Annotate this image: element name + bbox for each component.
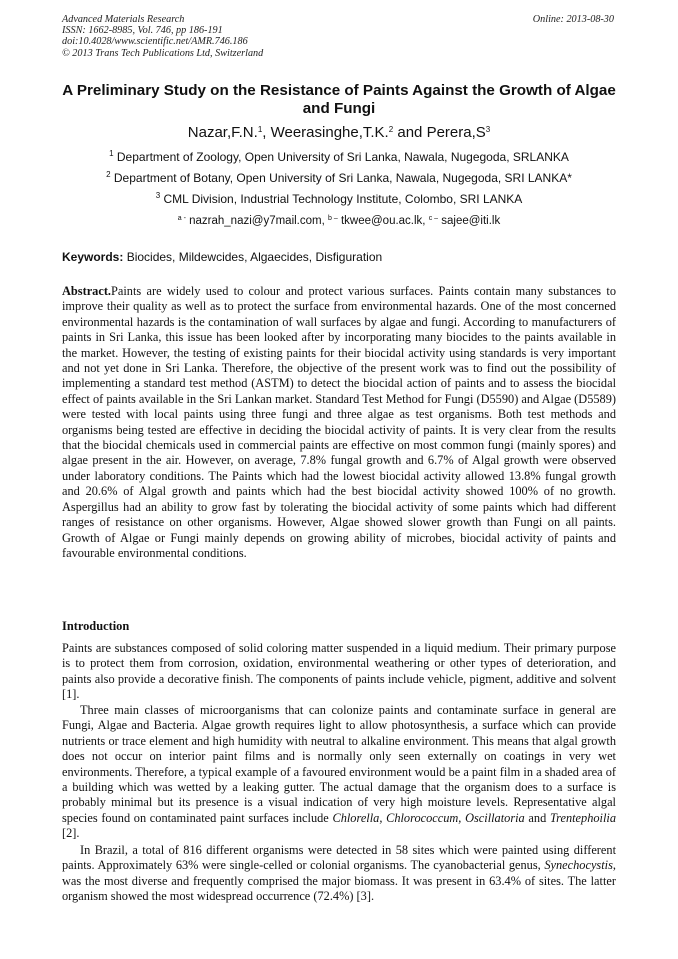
email-mark: c – [428, 215, 439, 222]
keywords-text: Biocides, Mildewcides, Algaecides, Disfiguration [126, 250, 383, 264]
author-name: Weerasinghe,T.K. [270, 124, 389, 141]
online-date: Online: 2013-08-30 [532, 14, 614, 25]
email-line [62, 214, 616, 228]
affiliation-mark: 1 [109, 149, 114, 158]
paper-title: A Preliminary Study on the Resistance of Paints Against the Growth of Algae and Fungi [62, 82, 616, 117]
affiliation-line [62, 150, 616, 164]
keywords-label: Keywords: [62, 250, 124, 264]
affiliation-mark: 3 [155, 191, 161, 200]
intro-paragraph-1: Paints are substances composed of solid coloring matter suspended in a liquid medium. Their primary purpose is to protect them from corrosion, oxidation, environmental weathering or other types of deterioration, and paints also provide a decorative finish. The components of paints include vehicle, pigment, additive and solvent [1]. [62, 641, 616, 702]
copyright-line: © 2013 Trans Tech Publications Ltd, Switzerland [62, 47, 264, 59]
abstract-label: Abstract. [62, 284, 112, 298]
introduction-heading: Introduction [62, 619, 130, 633]
email-address: sajee@iti.lk [441, 215, 501, 227]
genus-name: Synechocystis [544, 858, 613, 873]
email-address: nazrah_nazi@y7mail.com, [189, 215, 325, 227]
intro-paragraph-2 [62, 703, 616, 842]
author-affiliation-mark: 1 [257, 125, 263, 134]
affiliation-mark: 2 [106, 170, 111, 179]
author-list: Nazar,F.N.$^1$, Weerasinghe,T.K.$^2$ and $Perera,S^3$ [187, 124, 491, 141]
keywords-line [62, 250, 616, 264]
author-conjunction: and [397, 124, 423, 141]
email-address: tkwee@ou.ac.lk, [340, 215, 426, 227]
author-affiliation-mark: 2 [388, 125, 394, 134]
citation: [2]. [62, 826, 80, 841]
doi-line: doi:10.4028/www.scientific.net/AMR.746.186 [62, 36, 248, 48]
algal-species-list: Chlorella, Chlorococcum, Oscillatoria [332, 810, 525, 825]
algal-species: Trentephoilia [549, 810, 617, 825]
email-mark: a - [177, 215, 186, 222]
journal-header [62, 14, 263, 59]
author-affiliation-mark: 3 [485, 125, 491, 134]
affiliation-text: Department of Zoology, Open University of Sri Lanka, Nawala, Nugegoda, SRLANKA [116, 150, 569, 164]
intro-paragraph-3 [62, 843, 616, 905]
author-name: Nazar,F.N. [187, 124, 258, 141]
journal-name: Advanced Materials Research [62, 14, 185, 25]
intro-paragraph-3-end: , was the most diverse and frequently comprised the major biomass. It was present in 63.4% of sites. The latter organism showed the most widespread occurrence (72.4%) [3]. [62, 858, 616, 904]
affiliation-text: Department of Botany, Open University of Sri Lanka, Nawala, Nugegoda, SRI LANKA* [113, 171, 572, 185]
intro-paragraph-2-text: Three main classes of microorganisms that can colonize paints and contaminate surface in general are Fungi, Algae and Bacteria. Algae growth requires light to allow photosynthesis, a surface which can provide nutrients or trace element and high humidity with neutral to alkaline environment. This means that algal growth does not occur on interior paint films and is normally only seen externally on coatings in very wet environments. Therefore, a typical example of a favoured environment would be a paint film in a shaded area of a building which was wetted by a leaking gutter. The actual damage that the organism does to a surface is probably minimal but its presence is a visual indication of very high moisture levels. Representative algal species found on contaminated paint surfaces include [62, 703, 616, 825]
abstract-paragraph [62, 284, 616, 561]
email-mark: b – [328, 215, 338, 222]
author-name: Perera,S [426, 124, 486, 141]
abstract-text: Paints are widely used to colour and protect various surfaces. Paints contain many substances to improve their quality as well as to protect the surface from environmental hazards. One of the most concerned environmental hazards is the contamination of wall surfaces by algae and fungi. According to manufacturers of paints in Sri Lanka, this issue has been looked after by incorporating many biocides to the paints available in the market. However, the testing of existing paints for their biocidal activity using standards is very important and not yet done in Sri Lanka. Therefore, the objective of the present work was to find out the possibility of implementing a standard test method (ASTM) to detect the biocidal action of paints and to assess the biocidal effect of paints available in the Sri Lankan market. Standard Test Method for Fungi (D5590) and Algae (D5589) were tested with local paints using three fungi and three algae as test organisms. Both test methods and organisms being tested are effective in deciding the biocidal activity of paints. It is very clear from the results that the biocidal chemicals used in commercial paints are effective on most common fungi (mainly spores) and algae present in the air. However, on average, 7.8% fungal growth and 6.7% of Algal growth were observed under laboratory conditions. The Paints which had the lowest biocidal activity allowed 13.8% fungal growth and 20.6% of Algal growth and paints which had the best biocidal activity showed 100% of no growth. Aspergillus had an ability to grow fast by tolerating the biocidal activity of some paints which had different ranges of resistance on other organisms. However, Algae showed slower growth than Fungi on all paints. Growth of Algae or Fungi mainly depends on growing ability of microbes, biocidal activity of paints and favourable environmental conditions. [62, 284, 617, 560]
affiliation-text: CML Division, Industrial Technology Institute, Colombo, SRI LANKA [163, 192, 523, 206]
intro-paragraph-3-text: In Brazil, a total of 816 different organisms were detected in 58 sites which were painted using different paints. Approximately 63% were single-celled or colonial organisms. The cyanobacterial genus, [62, 843, 616, 873]
issn-line: ISSN: 1662-8985, Vol. 746, pp 186-191 [62, 25, 223, 37]
affiliation-line [62, 171, 616, 185]
affiliation-line [62, 192, 616, 206]
conjunction: and [528, 810, 547, 825]
